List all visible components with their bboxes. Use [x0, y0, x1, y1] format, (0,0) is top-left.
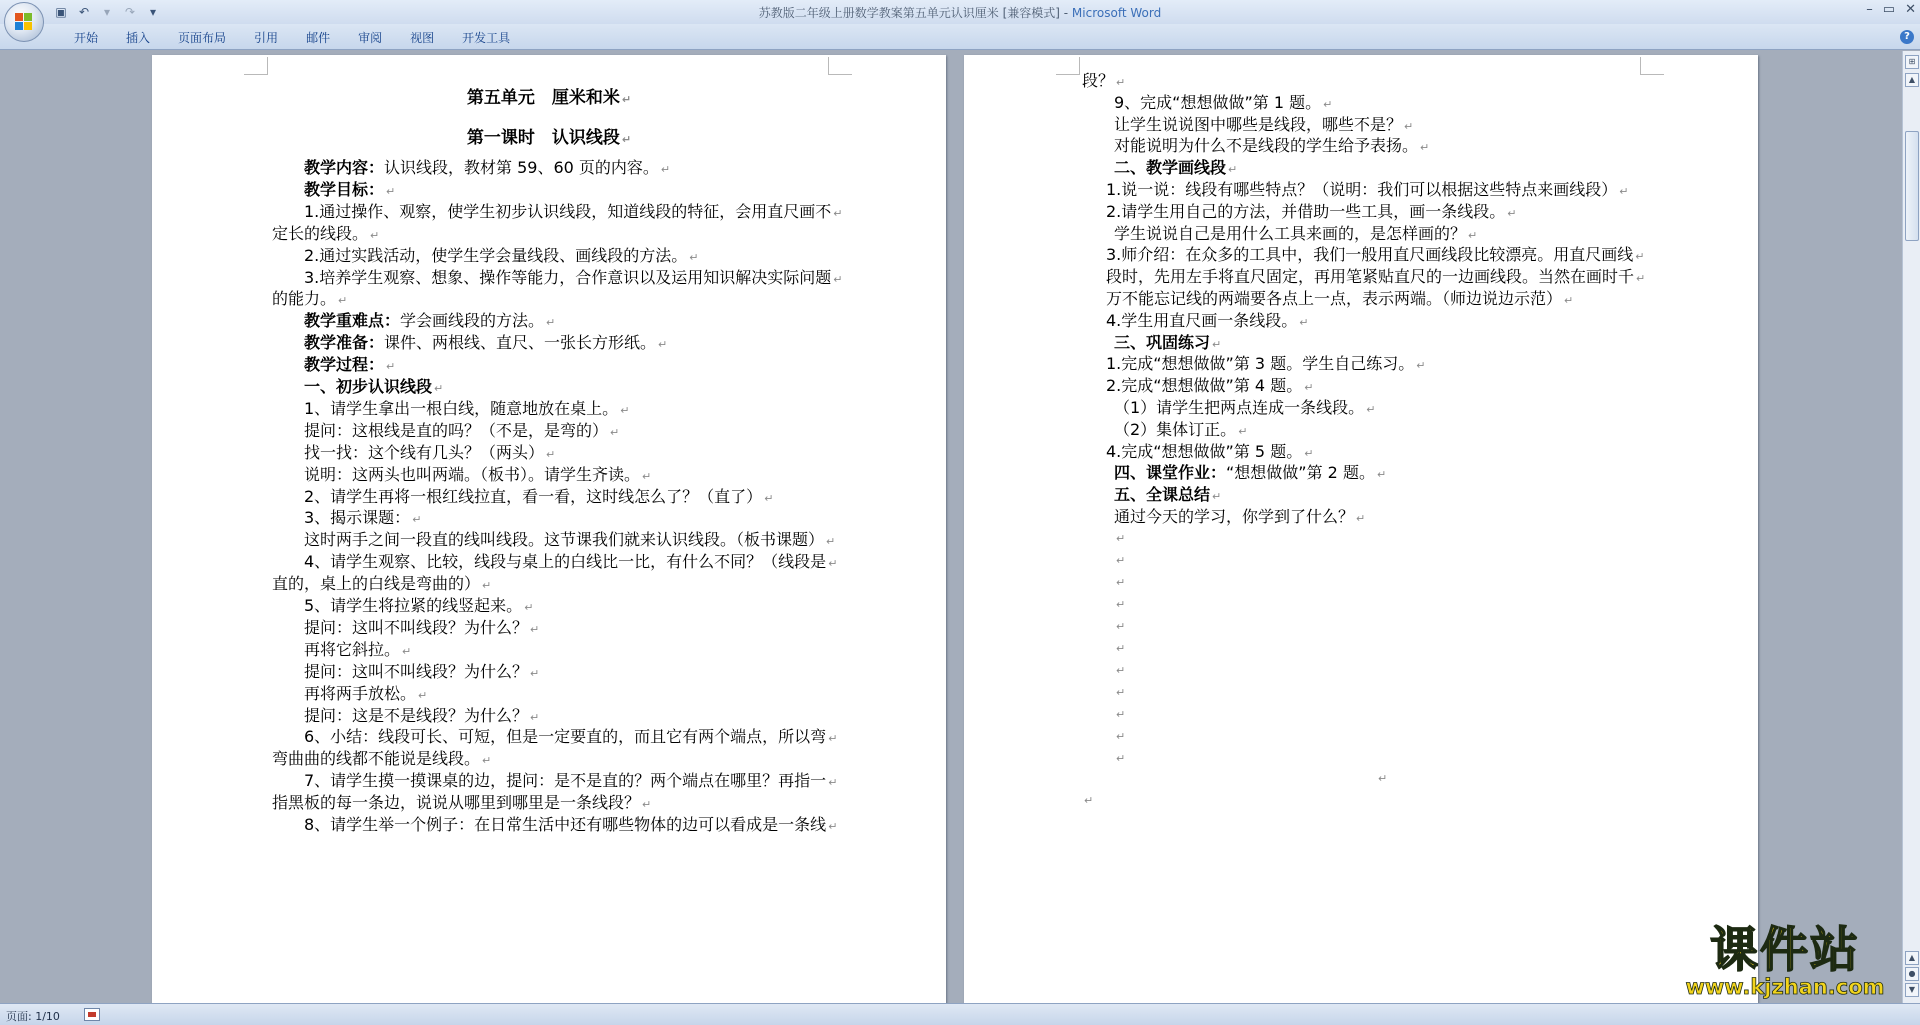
- document-line: 6、小结：线段可长、可短，但是一定要直的，而且它有两个端点，所以弯 ↵: [304, 727, 838, 747]
- document-line: 对能说明为什么不是线段的学生给予表扬。 ↵: [1114, 136, 1430, 156]
- document-line: 通过今天的学习，你学到了什么？ ↵: [1114, 507, 1366, 526]
- document-line: 4.完成“想想做做”第 5 题。 ↵: [1106, 441, 1314, 461]
- empty-paragraph-mark: ↵: [1116, 576, 1126, 589]
- document-line: 1.说一说：线段有哪些特点？（说明：我们可以根据这些特点来画线段） ↵: [1106, 180, 1629, 199]
- empty-paragraph-mark: ↵: [1116, 532, 1126, 545]
- document-line: 段？ ↵: [1082, 71, 1126, 90]
- crop-mark: [244, 57, 268, 75]
- document-page-right[interactable]: [964, 55, 1758, 1003]
- scrollbar-thumb[interactable]: [1905, 131, 1919, 241]
- close-button[interactable]: ✕: [1905, 2, 1916, 17]
- document-line: 3、揭示课题： ↵: [304, 508, 422, 528]
- empty-paragraph-mark: ↵: [1116, 598, 1126, 611]
- empty-paragraph-mark: ↵: [1116, 642, 1126, 655]
- crop-mark: [1640, 57, 1664, 75]
- scroll-up-arrow-icon[interactable]: ▲: [1905, 73, 1919, 87]
- document-page-left[interactable]: [152, 55, 946, 1003]
- title-bar: [0, 0, 1920, 24]
- document-line: 教学内容：认识线段，教材第 59、60 页的内容。 ↵: [304, 158, 671, 177]
- document-title: 苏教版二年级上册数学教案第五单元认识厘米 [兼容模式] -: [758, 6, 1072, 20]
- empty-paragraph-mark: ↵: [1116, 664, 1126, 677]
- tab-developer[interactable]: 开发工具: [462, 31, 511, 45]
- ribbon-tabs: [60, 30, 524, 46]
- ribbon: [0, 24, 1920, 50]
- document-line: 四、课堂作业：“想想做做”第 2 题。 ↵: [1114, 463, 1387, 483]
- empty-paragraph-mark: ↵: [1116, 730, 1126, 743]
- crop-mark: [828, 57, 852, 75]
- document-line: 提问：这是不是线段？为什么？ ↵: [304, 705, 540, 725]
- tab-page-layout[interactable]: 页面布局: [178, 31, 227, 45]
- proofing-icon[interactable]: [84, 1008, 100, 1021]
- document-line: 2、请学生再将一根红线拉直，看一看，这时线怎么了？（直了） ↵: [304, 486, 774, 506]
- document-line: 二、教学画线段 ↵: [1114, 158, 1238, 178]
- document-line: 教学准备：课件、两根线、直尺、一张长方形纸。 ↵: [304, 333, 668, 353]
- customize-icon[interactable]: ▾: [149, 5, 157, 19]
- empty-paragraph-mark: ↵: [1378, 772, 1388, 785]
- document-line: 定长的线段。 ↵: [272, 223, 380, 243]
- document-line: 1、请学生拿出一根白线，随意地放在桌上。 ↵: [304, 398, 630, 418]
- status-bar: [0, 1003, 1920, 1025]
- empty-paragraph-mark: ↵: [1116, 708, 1126, 721]
- office-logo-icon: [15, 13, 33, 31]
- document-line: 4.学生用直尺画一条线段。 ↵: [1106, 310, 1309, 330]
- document-line: 3.培养学生观察、想象、操作等能力，合作意识以及运用知识解决实际问题 ↵: [304, 267, 843, 287]
- document-line: 提问：这叫不叫线段？为什么？ ↵: [304, 617, 540, 637]
- watermark-url: www.kjzhan.com: [1685, 975, 1885, 999]
- watermark-logo: [1666, 924, 1904, 1004]
- document-line: 1.通过操作、观察，使学生初步认识线段，知道线段的特征，会用直尺画不 ↵: [304, 201, 843, 221]
- document-line: 教学重难点：学会画线段的方法。 ↵: [304, 311, 556, 331]
- help-icon[interactable]: ?: [1900, 30, 1914, 44]
- document-line: 2.通过实践活动，使学生学会量线段、画线段的方法。 ↵: [304, 245, 699, 265]
- document-line: （2）集体订正。 ↵: [1114, 419, 1248, 439]
- empty-paragraph-mark: ↵: [1116, 686, 1126, 699]
- document-line: 教学目标： ↵: [304, 179, 396, 199]
- empty-paragraph-mark: ↵: [1116, 620, 1126, 633]
- document-line: 再将两手放松。 ↵: [304, 683, 428, 703]
- empty-paragraph-mark: ↵: [1116, 752, 1126, 765]
- document-line: 学生说说自己是用什么工具来画的，是怎样画的？ ↵: [1114, 223, 1478, 243]
- page-count[interactable]: 页面: 1/10: [6, 1010, 60, 1023]
- tab-references[interactable]: 引用: [254, 31, 279, 45]
- previous-page-icon[interactable]: ▲: [1905, 951, 1919, 965]
- document-line: 教学过程： ↵: [304, 355, 396, 375]
- window-controls: [1866, 2, 1916, 17]
- tab-review[interactable]: 审阅: [358, 31, 383, 45]
- document-line: 4、请学生观察、比较，线段与桌上的白线比一比，有什么不同？（线段是 ↵: [304, 552, 838, 572]
- document-line: 找一找：这个线有几头？（两头） ↵: [304, 442, 556, 462]
- document-line: 弯曲曲的线都不能说是线段。 ↵: [272, 749, 492, 769]
- document-workspace: [0, 51, 1902, 1003]
- document-title-heading: 第五单元 厘米和米 ↵: [466, 88, 632, 108]
- undo-icon[interactable]: ↶: [78, 5, 90, 19]
- watermark-name: 课件站: [1709, 922, 1860, 978]
- document-line: 提问：这叫不叫线段？为什么？ ↵: [304, 661, 540, 681]
- document-line: 说明：这两头也叫两端。（板书）。请学生齐读。 ↵: [304, 464, 652, 484]
- document-line: 提问：这根线是直的吗？（不是，是弯的） ↵: [304, 420, 620, 440]
- ruler-toggle-icon[interactable]: ⊞: [1905, 55, 1919, 69]
- empty-paragraph-mark: ↵: [1116, 554, 1126, 567]
- redo-icon[interactable]: ↷: [124, 5, 136, 19]
- save-icon[interactable]: ▣: [55, 5, 67, 19]
- document-line: 7、请学生摸一摸课桌的边，提问：是不是直的？两个端点在哪里？再指一 ↵: [304, 771, 838, 791]
- tab-home[interactable]: 开始: [74, 31, 99, 45]
- document-line: 让学生说说图中哪些是线段，哪些不是？ ↵: [1114, 114, 1414, 134]
- document-line: 2.完成“想想做做”第 4 题。 ↵: [1106, 376, 1314, 396]
- document-line: 9、完成“想想做做”第 1 题。 ↵: [1114, 92, 1333, 112]
- empty-paragraph-mark: ↵: [1084, 794, 1094, 807]
- document-line: 1.完成“想想做做”第 3 题。学生自己练习。 ↵: [1106, 354, 1426, 374]
- document-line: 5、请学生将拉紧的线竖起来。 ↵: [304, 596, 534, 615]
- select-browse-object-icon[interactable]: ●: [1905, 967, 1919, 981]
- crop-mark: [1056, 57, 1080, 75]
- document-line: （1）请学生把两点连成一条线段。 ↵: [1114, 398, 1376, 417]
- minimize-button[interactable]: –: [1866, 2, 1873, 17]
- app-name: Microsoft Word: [1071, 6, 1162, 20]
- document-line: 万不能忘记线的两端要各点上一点，表示两端。（师边说边示范） ↵: [1106, 289, 1574, 308]
- vertical-scrollbar[interactable]: [1902, 51, 1920, 1003]
- document-subtitle-heading: 第一课时 认识线段 ↵: [466, 128, 632, 148]
- document-line: 3.师介绍：在众多的工具中，我们一般用直尺画线段比较漂亮。用直尺画线 ↵: [1106, 245, 1645, 265]
- office-button[interactable]: [4, 2, 44, 42]
- undo-dropdown-icon[interactable]: ▾: [103, 5, 111, 19]
- document-line: 的能力。 ↵: [272, 289, 348, 309]
- document-line: 直的，桌上的白线是弯曲的） ↵: [272, 574, 492, 594]
- document-line: 8、请学生举一个例子：在日常生活中还有哪些物体的边可以看成是一条线 ↵: [304, 815, 838, 834]
- restore-button[interactable]: ▭: [1882, 2, 1896, 17]
- document-line: 再将它斜拉。 ↵: [304, 639, 412, 659]
- document-line: 三、巩固练习 ↵: [1114, 332, 1222, 352]
- document-line: 指黑板的每一条边，说说从哪里到哪里是一条线段？ ↵: [272, 793, 652, 813]
- next-page-icon[interactable]: ▼: [1905, 983, 1919, 997]
- tab-mailings[interactable]: 邮件: [306, 31, 331, 45]
- document-line: 段时，先用左手将直尺固定，再用笔紧贴直尺的一边画线段。当然在画时千 ↵: [1106, 267, 1646, 287]
- tab-insert[interactable]: 插入: [126, 31, 151, 45]
- tab-view[interactable]: 视图: [410, 31, 435, 45]
- document-line: 2.请学生用自己的方法，并借助一些工具，画一条线段。 ↵: [1106, 201, 1517, 221]
- window-title: [0, 4, 1920, 21]
- document-line: 一、初步认识线段 ↵: [304, 377, 444, 396]
- document-line: 这时两手之间一段直的线叫线段。这节课我们就来认识线段。（板书课题） ↵: [304, 530, 836, 550]
- document-line: 五、全课总结 ↵: [1114, 485, 1222, 505]
